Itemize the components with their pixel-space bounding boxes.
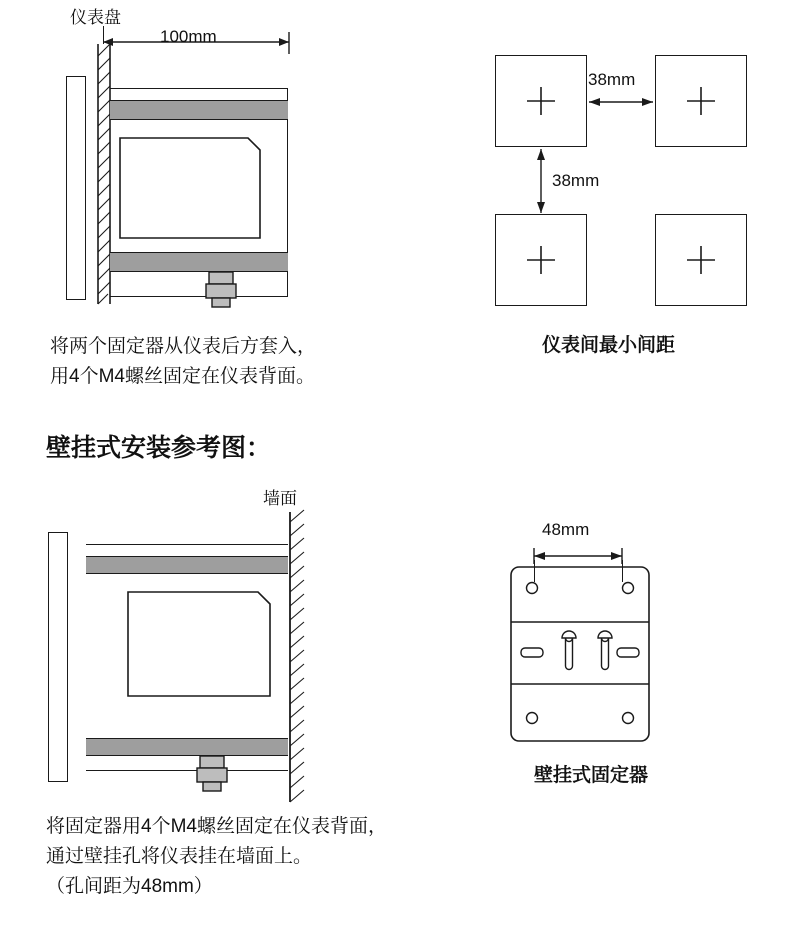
wall-bracket-plate — [510, 566, 650, 742]
wall-mount-caption-line1: 将固定器用4个M4螺丝固定在仪表背面， — [46, 816, 387, 837]
cross-mark-bottom-left-icon — [495, 214, 587, 306]
wall-hatch — [288, 512, 310, 802]
wall-label: 墙面 — [263, 489, 297, 508]
cross-mark-top-left-icon — [495, 55, 587, 147]
instrument-body-bottom-edge — [110, 296, 288, 297]
bracket-hole-dimension-text: 48mm — [542, 520, 590, 539]
wall-lower-bracket — [86, 738, 288, 756]
vertical-spacing-arrow — [531, 147, 551, 215]
wall-upper-bracket — [86, 556, 288, 574]
upper-fixing-bracket — [110, 100, 288, 120]
panel-mount-caption-line1: 将两个固定器从仪表后方套入， — [50, 336, 317, 357]
panel-mount-caption-line2: 用4个M4螺丝固定在仪表背面。 — [50, 366, 315, 387]
spacing-caption: 仪表间最小间距 — [542, 335, 676, 356]
cross-mark-bottom-right-icon — [655, 214, 747, 306]
spacing-diagram — [470, 40, 770, 360]
wall-instrument-front-bezel — [48, 532, 68, 782]
depth-dimension-text: 100mm — [160, 27, 217, 46]
bracket-hole-dimension-arrow — [530, 542, 626, 566]
wall-cable-gland — [196, 756, 230, 792]
panel-board-label: 仪表盘 — [70, 8, 121, 27]
wall-mount-caption-line2: 通过壁挂孔将仪表挂在墙面上。 — [46, 846, 313, 867]
instrument-body-top-edge — [110, 88, 288, 89]
panel-mount-diagram — [0, 0, 380, 387]
lower-fixing-bracket — [110, 252, 288, 272]
wall-instrument-body-top-edge — [86, 544, 288, 545]
instrument-module-outline — [120, 138, 260, 238]
wall-mount-section-heading: 壁挂式安装参考图： — [46, 434, 272, 462]
bracket-dim-extension-right — [622, 560, 623, 582]
wall-instrument-body-bottom-edge — [86, 770, 288, 771]
horizontal-spacing-text: 38mm — [588, 70, 636, 89]
wall-bracket-diagram — [480, 520, 760, 820]
cross-mark-top-right-icon — [655, 55, 747, 147]
wall-mount-caption-line3: （孔间距为48mm） — [46, 876, 213, 897]
vertical-spacing-text: 38mm — [552, 171, 600, 190]
wall-instrument-module-outline — [128, 592, 270, 696]
cable-gland — [205, 272, 239, 308]
bracket-caption: 壁挂式固定器 — [534, 765, 649, 786]
bracket-dim-extension-left — [534, 560, 535, 582]
horizontal-spacing-arrow — [587, 92, 655, 112]
instrument-front-bezel — [66, 76, 86, 300]
